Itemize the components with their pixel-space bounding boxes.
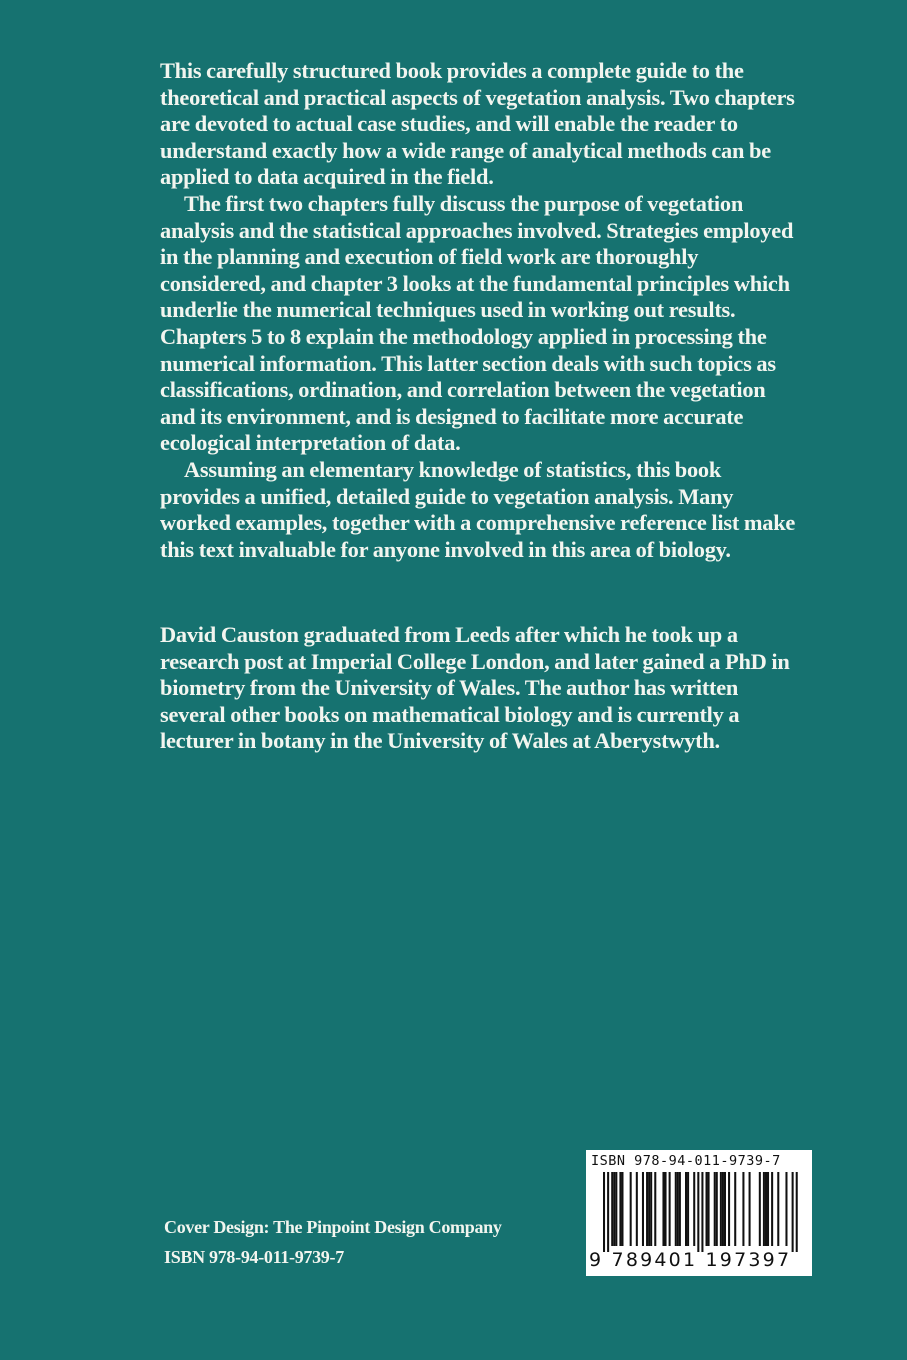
cover-design-credit: Cover Design: The Pinpoint Design Company	[164, 1217, 502, 1237]
barcode-bar	[603, 1172, 605, 1252]
barcode-bar	[785, 1172, 787, 1246]
barcode-bar	[742, 1172, 744, 1246]
barcode-bar	[642, 1172, 644, 1246]
barcode-isbn-label: ISBN 978-94-011-9739-7	[591, 1153, 781, 1169]
barcode-bar	[701, 1172, 703, 1252]
barcode-bar	[621, 1172, 623, 1246]
barcode-bar	[615, 1172, 617, 1246]
barcode-bar	[765, 1172, 767, 1246]
back-cover-blurb	[160, 58, 800, 563]
barcode-bar	[636, 1172, 638, 1246]
blurb-paragraph-2: The first two chapters fully discuss the purpose of vegetation analysis and the statistical approaches involved. Strategies employed in the planning and execution of field work are thoroughly considered, and chapter 3 looks at the fundamental principles which underlie the numerical techniques used in working out results. Chapters 5 to 8 explain the methodology applied in processing the numerical information. This latter section deals with such topics as classifications, ordination, and correlation between the vegetation and its environment, and is designed to facilitate more accurate ecological interpretation of data.	[160, 190, 794, 456]
barcode-bar	[607, 1172, 609, 1252]
barcode-bar	[648, 1172, 650, 1246]
barcode-bar	[716, 1172, 718, 1246]
barcode-bar	[693, 1172, 695, 1246]
barcode-bar	[792, 1172, 794, 1252]
author-bio: David Causton graduated from Leeds after which he took up a research post at Imperial College London, and later gained a PhD in biometry from the University of Wales. The author has written several other books on mathematical biology and is currently a lecturer in botany in the University of Wales at Aberystwyth.	[160, 622, 790, 754]
blurb-paragraph-3: Assuming an elementary knowledge of statistics, this book provides a unified, detailed guide to vegetation analysis. Many worked examples, together with a comprehensive reference list make this text invaluable for anyone involved in this area of biology.	[160, 456, 796, 562]
barcode-bar	[611, 1172, 613, 1246]
blurb-paragraph-1: This carefully structured book provides a complete guide to the theoretical and practical aspects of vegetation analysis. Two chapters are devoted to actual case studies, and will enable the reader to understand exactly how a wide range of analytical methods can be applied to data acquired in the field.	[160, 58, 795, 190]
barcode-bar	[708, 1172, 710, 1246]
barcode-bar	[759, 1172, 761, 1246]
barcode-bar	[675, 1172, 677, 1246]
barcode-bar	[630, 1172, 632, 1246]
barcode-bar	[650, 1172, 652, 1246]
barcode-bar	[654, 1172, 656, 1246]
barcode-bar	[728, 1172, 730, 1246]
credits-block	[164, 1212, 502, 1272]
barcode-bar	[677, 1172, 679, 1246]
barcode-bar	[646, 1172, 648, 1246]
barcode-bar	[665, 1172, 667, 1246]
barcode-bar	[613, 1172, 615, 1246]
barcode-bar	[706, 1172, 708, 1246]
barcode-bar	[724, 1172, 726, 1246]
barcode-panel	[586, 1150, 812, 1276]
barcode-bar	[619, 1172, 621, 1246]
isbn-text: ISBN 978-94-011-9739-7	[164, 1247, 344, 1267]
barcode-bar	[662, 1172, 664, 1246]
barcode-bar	[734, 1172, 736, 1246]
barcode-bar	[720, 1172, 722, 1246]
barcode-bar	[767, 1172, 769, 1246]
barcode-bar	[763, 1172, 765, 1246]
barcode-bar	[697, 1172, 699, 1252]
barcode-bar	[687, 1172, 689, 1246]
barcode-bar	[796, 1172, 798, 1252]
barcode-bar	[722, 1172, 724, 1246]
barcode-bar	[749, 1172, 751, 1246]
barcode-bar	[685, 1172, 687, 1246]
barcode-digits: 9 789401 197397	[589, 1249, 792, 1271]
barcode-bar	[669, 1172, 671, 1246]
barcode-bar	[777, 1172, 779, 1246]
barcode-bar	[679, 1172, 681, 1246]
barcode-bar	[771, 1172, 773, 1246]
barcode-bar	[714, 1172, 716, 1246]
barcode-icon	[589, 1172, 809, 1254]
